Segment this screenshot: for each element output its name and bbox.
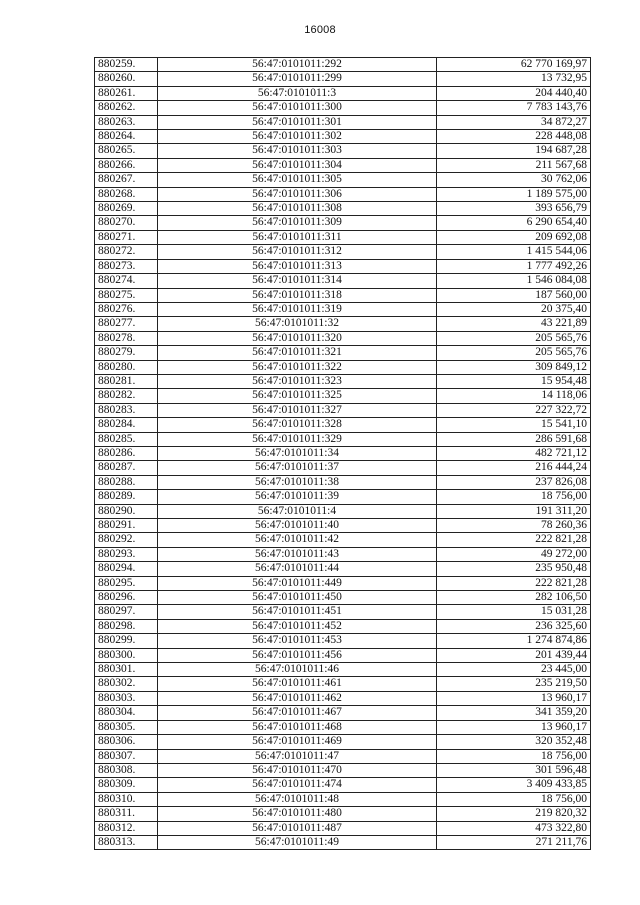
table-row bbox=[95, 504, 591, 518]
table-row bbox=[95, 677, 591, 691]
cadastral-number-cell: 56:47:0101011:48 bbox=[158, 792, 437, 806]
cadastral-value-cell: 18 756,00 bbox=[437, 749, 591, 763]
row-number-cell: 880310. bbox=[95, 792, 158, 806]
row-number-cell: 880267. bbox=[95, 173, 158, 187]
cadastral-number-cell: 56:47:0101011:32 bbox=[158, 317, 437, 331]
cadastral-number-cell: 56:47:0101011:309 bbox=[158, 216, 437, 230]
row-number-cell: 880293. bbox=[95, 547, 158, 561]
table-row bbox=[95, 547, 591, 561]
row-number-cell: 880272. bbox=[95, 245, 158, 259]
cadastral-number-cell: 56:47:0101011:480 bbox=[158, 807, 437, 821]
row-number-cell: 880296. bbox=[95, 591, 158, 605]
row-number-cell: 880262. bbox=[95, 101, 158, 115]
table-row bbox=[95, 86, 591, 100]
table-body bbox=[95, 58, 591, 850]
table-row bbox=[95, 346, 591, 360]
table-row bbox=[95, 72, 591, 86]
row-number-cell: 880277. bbox=[95, 317, 158, 331]
cadastral-value-cell: 473 322,80 bbox=[437, 821, 591, 835]
cadastral-number-cell: 56:47:0101011:292 bbox=[158, 58, 437, 72]
row-number-cell: 880313. bbox=[95, 835, 158, 849]
cadastral-value-cell: 309 849,12 bbox=[437, 360, 591, 374]
row-number-cell: 880283. bbox=[95, 403, 158, 417]
row-number-cell: 880289. bbox=[95, 490, 158, 504]
cadastral-value-cell: 205 565,76 bbox=[437, 346, 591, 360]
table-row bbox=[95, 663, 591, 677]
table-row bbox=[95, 807, 591, 821]
cadastral-number-cell: 56:47:0101011:42 bbox=[158, 533, 437, 547]
row-number-cell: 880269. bbox=[95, 202, 158, 216]
cadastral-value-cell: 78 260,36 bbox=[437, 519, 591, 533]
table-row bbox=[95, 605, 591, 619]
cadastral-value-cell: 15 541,10 bbox=[437, 418, 591, 432]
row-number-cell: 880264. bbox=[95, 130, 158, 144]
table-row bbox=[95, 475, 591, 489]
cadastral-number-cell: 56:47:0101011:321 bbox=[158, 346, 437, 360]
table-row bbox=[95, 115, 591, 129]
table-row bbox=[95, 101, 591, 115]
cadastral-number-cell: 56:47:0101011:470 bbox=[158, 763, 437, 777]
cadastral-number-cell: 56:47:0101011:47 bbox=[158, 749, 437, 763]
row-number-cell: 880274. bbox=[95, 274, 158, 288]
cadastral-number-cell: 56:47:0101011:323 bbox=[158, 374, 437, 388]
row-number-cell: 880295. bbox=[95, 576, 158, 590]
cadastral-number-cell: 56:47:0101011:302 bbox=[158, 130, 437, 144]
cadastral-number-cell: 56:47:0101011:325 bbox=[158, 389, 437, 403]
cadastral-number-cell: 56:47:0101011:44 bbox=[158, 562, 437, 576]
cadastral-number-cell: 56:47:0101011:487 bbox=[158, 821, 437, 835]
table-row bbox=[95, 691, 591, 705]
cadastral-value-table bbox=[94, 57, 591, 850]
cadastral-value-cell: 3 409 433,85 bbox=[437, 778, 591, 792]
table-row bbox=[95, 317, 591, 331]
cadastral-value-cell: 1 415 544,06 bbox=[437, 245, 591, 259]
row-number-cell: 880268. bbox=[95, 187, 158, 201]
table-row bbox=[95, 432, 591, 446]
table-row bbox=[95, 302, 591, 316]
table-row bbox=[95, 446, 591, 460]
row-number-cell: 880275. bbox=[95, 288, 158, 302]
table-row bbox=[95, 461, 591, 475]
table-row bbox=[95, 706, 591, 720]
row-number-cell: 880292. bbox=[95, 533, 158, 547]
row-number-cell: 880309. bbox=[95, 778, 158, 792]
table-row bbox=[95, 749, 591, 763]
table-row bbox=[95, 735, 591, 749]
cadastral-number-cell: 56:47:0101011:46 bbox=[158, 663, 437, 677]
cadastral-value-cell: 187 560,00 bbox=[437, 288, 591, 302]
row-number-cell: 880312. bbox=[95, 821, 158, 835]
row-number-cell: 880299. bbox=[95, 634, 158, 648]
cadastral-value-cell: 191 311,20 bbox=[437, 504, 591, 518]
cadastral-number-cell: 56:47:0101011:38 bbox=[158, 475, 437, 489]
cadastral-value-cell: 34 872,27 bbox=[437, 115, 591, 129]
cadastral-value-cell: 271 211,76 bbox=[437, 835, 591, 849]
cadastral-value-cell: 236 325,60 bbox=[437, 619, 591, 633]
table-row bbox=[95, 259, 591, 273]
cadastral-number-cell: 56:47:0101011:304 bbox=[158, 158, 437, 172]
table-row bbox=[95, 763, 591, 777]
row-number-cell: 880279. bbox=[95, 346, 158, 360]
cadastral-value-cell: 15 031,28 bbox=[437, 605, 591, 619]
row-number-cell: 880265. bbox=[95, 144, 158, 158]
cadastral-number-cell: 56:47:0101011:3 bbox=[158, 86, 437, 100]
cadastral-value-cell: 201 439,44 bbox=[437, 648, 591, 662]
row-number-cell: 880300. bbox=[95, 648, 158, 662]
row-number-cell: 880307. bbox=[95, 749, 158, 763]
row-number-cell: 880287. bbox=[95, 461, 158, 475]
row-number-cell: 880286. bbox=[95, 446, 158, 460]
cadastral-number-cell: 56:47:0101011:469 bbox=[158, 735, 437, 749]
table-row bbox=[95, 288, 591, 302]
row-number-cell: 880261. bbox=[95, 86, 158, 100]
cadastral-value-cell: 18 756,00 bbox=[437, 792, 591, 806]
cadastral-value-cell: 30 762,06 bbox=[437, 173, 591, 187]
cadastral-number-cell: 56:47:0101011:308 bbox=[158, 202, 437, 216]
row-number-cell: 880259. bbox=[95, 58, 158, 72]
row-number-cell: 880263. bbox=[95, 115, 158, 129]
table-row bbox=[95, 144, 591, 158]
cadastral-value-cell: 13 960,17 bbox=[437, 691, 591, 705]
cadastral-number-cell: 56:47:0101011:320 bbox=[158, 331, 437, 345]
cadastral-value-cell: 1 274 874,86 bbox=[437, 634, 591, 648]
table-row bbox=[95, 130, 591, 144]
table-row bbox=[95, 58, 591, 72]
cadastral-number-cell: 56:47:0101011:312 bbox=[158, 245, 437, 259]
table-row bbox=[95, 792, 591, 806]
cadastral-number-cell: 56:47:0101011:449 bbox=[158, 576, 437, 590]
row-number-cell: 880282. bbox=[95, 389, 158, 403]
cadastral-number-cell: 56:47:0101011:311 bbox=[158, 230, 437, 244]
table-row bbox=[95, 230, 591, 244]
cadastral-number-cell: 56:47:0101011:450 bbox=[158, 591, 437, 605]
cadastral-value-cell: 49 272,00 bbox=[437, 547, 591, 561]
cadastral-number-cell: 56:47:0101011:327 bbox=[158, 403, 437, 417]
table-row bbox=[95, 490, 591, 504]
cadastral-value-cell: 62 770 169,97 bbox=[437, 58, 591, 72]
table-row bbox=[95, 591, 591, 605]
cadastral-value-cell: 222 821,28 bbox=[437, 576, 591, 590]
row-number-cell: 880301. bbox=[95, 663, 158, 677]
row-number-cell: 880308. bbox=[95, 763, 158, 777]
cadastral-number-cell: 56:47:0101011:303 bbox=[158, 144, 437, 158]
cadastral-number-cell: 56:47:0101011:322 bbox=[158, 360, 437, 374]
cadastral-value-cell: 216 444,24 bbox=[437, 461, 591, 475]
cadastral-number-cell: 56:47:0101011:467 bbox=[158, 706, 437, 720]
table-row bbox=[95, 245, 591, 259]
page-number: 16008 bbox=[304, 24, 336, 36]
cadastral-value-cell: 222 821,28 bbox=[437, 533, 591, 547]
table-row bbox=[95, 173, 591, 187]
table-row bbox=[95, 389, 591, 403]
cadastral-number-cell: 56:47:0101011:4 bbox=[158, 504, 437, 518]
table-row bbox=[95, 418, 591, 432]
row-number-cell: 880305. bbox=[95, 720, 158, 734]
cadastral-number-cell: 56:47:0101011:43 bbox=[158, 547, 437, 561]
row-number-cell: 880288. bbox=[95, 475, 158, 489]
table-row bbox=[95, 202, 591, 216]
cadastral-value-cell: 211 567,68 bbox=[437, 158, 591, 172]
cadastral-value-cell: 1 777 492,26 bbox=[437, 259, 591, 273]
table-row bbox=[95, 576, 591, 590]
cadastral-number-cell: 56:47:0101011:34 bbox=[158, 446, 437, 460]
row-number-cell: 880306. bbox=[95, 735, 158, 749]
cadastral-value-cell: 301 596,48 bbox=[437, 763, 591, 777]
cadastral-number-cell: 56:47:0101011:468 bbox=[158, 720, 437, 734]
cadastral-value-cell: 6 290 654,40 bbox=[437, 216, 591, 230]
cadastral-value-cell: 341 359,20 bbox=[437, 706, 591, 720]
table-row bbox=[95, 562, 591, 576]
table-row bbox=[95, 216, 591, 230]
cadastral-value-cell: 13 732,95 bbox=[437, 72, 591, 86]
cadastral-number-cell: 56:47:0101011:451 bbox=[158, 605, 437, 619]
row-number-cell: 880297. bbox=[95, 605, 158, 619]
cadastral-value-cell: 15 954,48 bbox=[437, 374, 591, 388]
cadastral-value-cell: 23 445,00 bbox=[437, 663, 591, 677]
cadastral-number-cell: 56:47:0101011:456 bbox=[158, 648, 437, 662]
row-number-cell: 880270. bbox=[95, 216, 158, 230]
table-row bbox=[95, 331, 591, 345]
row-number-cell: 880273. bbox=[95, 259, 158, 273]
row-number-cell: 880266. bbox=[95, 158, 158, 172]
cadastral-value-cell: 209 692,08 bbox=[437, 230, 591, 244]
row-number-cell: 880304. bbox=[95, 706, 158, 720]
row-number-cell: 880260. bbox=[95, 72, 158, 86]
table-row bbox=[95, 519, 591, 533]
table-row bbox=[95, 187, 591, 201]
table-row bbox=[95, 634, 591, 648]
cadastral-number-cell: 56:47:0101011:314 bbox=[158, 274, 437, 288]
cadastral-number-cell: 56:47:0101011:300 bbox=[158, 101, 437, 115]
cadastral-number-cell: 56:47:0101011:329 bbox=[158, 432, 437, 446]
cadastral-value-cell: 204 440,40 bbox=[437, 86, 591, 100]
cadastral-value-cell: 228 448,08 bbox=[437, 130, 591, 144]
table-row bbox=[95, 274, 591, 288]
row-number-cell: 880290. bbox=[95, 504, 158, 518]
cadastral-value-cell: 13 960,17 bbox=[437, 720, 591, 734]
cadastral-value-cell: 1 546 084,08 bbox=[437, 274, 591, 288]
row-number-cell: 880271. bbox=[95, 230, 158, 244]
cadastral-value-cell: 237 826,08 bbox=[437, 475, 591, 489]
cadastral-value-cell: 43 221,89 bbox=[437, 317, 591, 331]
cadastral-number-cell: 56:47:0101011:462 bbox=[158, 691, 437, 705]
table-row bbox=[95, 821, 591, 835]
row-number-cell: 880276. bbox=[95, 302, 158, 316]
cadastral-number-cell: 56:47:0101011:301 bbox=[158, 115, 437, 129]
cadastral-value-cell: 18 756,00 bbox=[437, 490, 591, 504]
row-number-cell: 880311. bbox=[95, 807, 158, 821]
row-number-cell: 880281. bbox=[95, 374, 158, 388]
cadastral-number-cell: 56:47:0101011:474 bbox=[158, 778, 437, 792]
cadastral-value-cell: 286 591,68 bbox=[437, 432, 591, 446]
row-number-cell: 880302. bbox=[95, 677, 158, 691]
cadastral-value-cell: 205 565,76 bbox=[437, 331, 591, 345]
table-row bbox=[95, 533, 591, 547]
cadastral-value-cell: 219 820,32 bbox=[437, 807, 591, 821]
cadastral-value-cell: 194 687,28 bbox=[437, 144, 591, 158]
cadastral-number-cell: 56:47:0101011:305 bbox=[158, 173, 437, 187]
row-number-cell: 880278. bbox=[95, 331, 158, 345]
cadastral-number-cell: 56:47:0101011:318 bbox=[158, 288, 437, 302]
row-number-cell: 880303. bbox=[95, 691, 158, 705]
row-number-cell: 880285. bbox=[95, 432, 158, 446]
row-number-cell: 880298. bbox=[95, 619, 158, 633]
cadastral-number-cell: 56:47:0101011:39 bbox=[158, 490, 437, 504]
cadastral-value-cell: 235 219,50 bbox=[437, 677, 591, 691]
cadastral-number-cell: 56:47:0101011:461 bbox=[158, 677, 437, 691]
table-row bbox=[95, 720, 591, 734]
cadastral-value-cell: 282 106,50 bbox=[437, 591, 591, 605]
cadastral-value-cell: 320 352,48 bbox=[437, 735, 591, 749]
table-row bbox=[95, 158, 591, 172]
table-row bbox=[95, 360, 591, 374]
cadastral-number-cell: 56:47:0101011:306 bbox=[158, 187, 437, 201]
cadastral-value-cell: 227 322,72 bbox=[437, 403, 591, 417]
cadastral-number-cell: 56:47:0101011:328 bbox=[158, 418, 437, 432]
cadastral-number-cell: 56:47:0101011:40 bbox=[158, 519, 437, 533]
table-row bbox=[95, 778, 591, 792]
cadastral-value-cell: 235 950,48 bbox=[437, 562, 591, 576]
table-row bbox=[95, 374, 591, 388]
table-row bbox=[95, 648, 591, 662]
table-row bbox=[95, 619, 591, 633]
cadastral-number-cell: 56:47:0101011:313 bbox=[158, 259, 437, 273]
cadastral-number-cell: 56:47:0101011:319 bbox=[158, 302, 437, 316]
cadastral-number-cell: 56:47:0101011:299 bbox=[158, 72, 437, 86]
table-row bbox=[95, 403, 591, 417]
cadastral-value-cell: 482 721,12 bbox=[437, 446, 591, 460]
cadastral-value-cell: 7 783 143,76 bbox=[437, 101, 591, 115]
cadastral-value-cell: 1 189 575,00 bbox=[437, 187, 591, 201]
row-number-cell: 880284. bbox=[95, 418, 158, 432]
cadastral-number-cell: 56:47:0101011:452 bbox=[158, 619, 437, 633]
cadastral-value-cell: 14 118,06 bbox=[437, 389, 591, 403]
cadastral-number-cell: 56:47:0101011:453 bbox=[158, 634, 437, 648]
row-number-cell: 880291. bbox=[95, 519, 158, 533]
table-row bbox=[95, 835, 591, 849]
cadastral-value-cell: 20 375,40 bbox=[437, 302, 591, 316]
cadastral-value-cell: 393 656,79 bbox=[437, 202, 591, 216]
cadastral-number-cell: 56:47:0101011:49 bbox=[158, 835, 437, 849]
cadastral-number-cell: 56:47:0101011:37 bbox=[158, 461, 437, 475]
row-number-cell: 880280. bbox=[95, 360, 158, 374]
row-number-cell: 880294. bbox=[95, 562, 158, 576]
